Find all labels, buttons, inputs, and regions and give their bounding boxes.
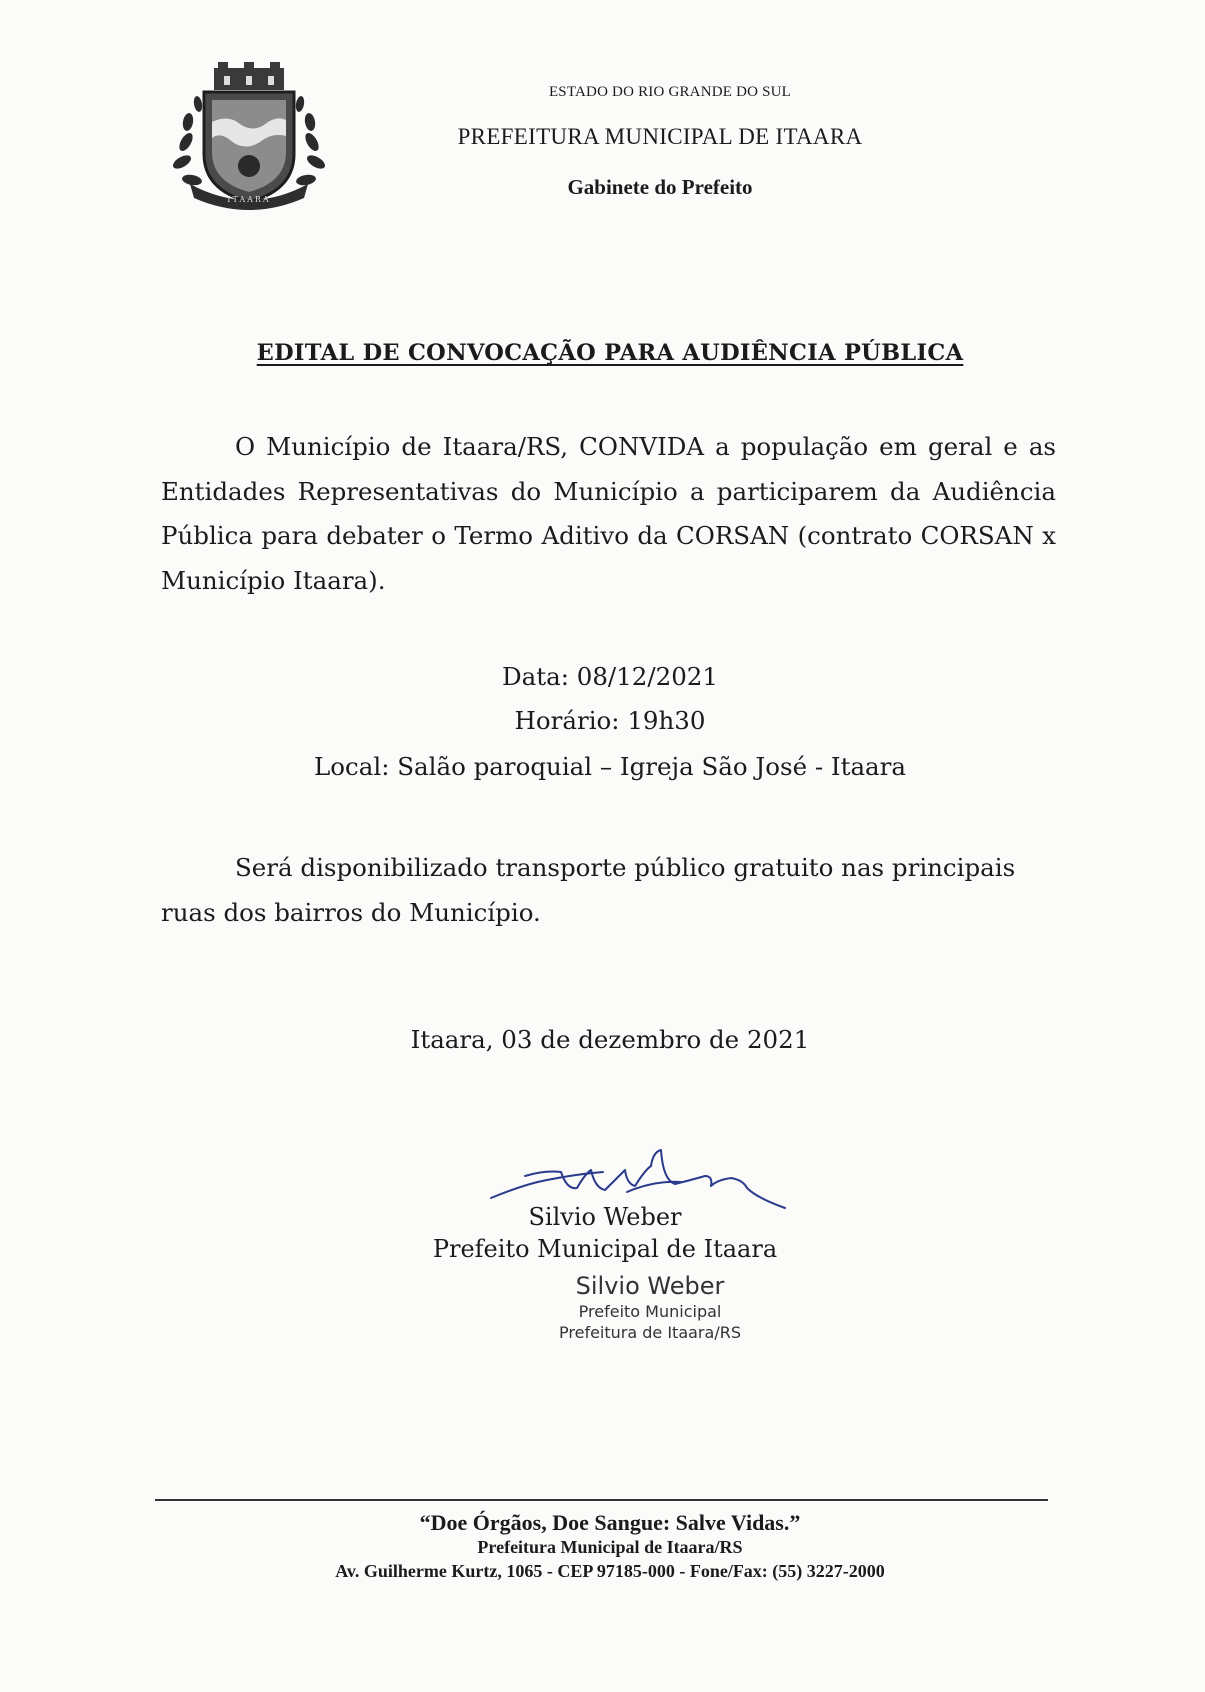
place-and-date: Itaara, 03 de dezembro de 2021 xyxy=(410,1025,810,1054)
signer-role: Prefeito Municipal de Itaara xyxy=(432,1235,778,1263)
event-time: Horário: 19h30 xyxy=(514,706,706,735)
state-name: ESTADO DO RIO GRANDE DO SUL xyxy=(548,84,792,100)
signer-name: Silvio Weber xyxy=(528,1203,682,1231)
footer-divider xyxy=(155,1499,1048,1501)
stamp-name: Silvio Weber xyxy=(575,1272,725,1300)
document-title: EDITAL DE CONVOCAÇÃO PARA AUDIÊNCIA PÚBLICA xyxy=(256,340,964,366)
footer-org: Prefeitura Municipal de Itaara/RS xyxy=(477,1537,743,1557)
stamp-role: Prefeito Municipal xyxy=(578,1302,722,1321)
prefeitura-name: PREFEITURA MUNICIPAL DE ITAARA xyxy=(457,124,863,149)
coat-of-arms-icon xyxy=(168,62,330,214)
footer-slogan: “Doe Órgãos, Doe Sangue: Salve Vidas.” xyxy=(419,1510,801,1535)
transport-paragraph: Será disponibilizado transporte público gratuito nas principais ruas dos bairros do Município. xyxy=(161,853,1016,927)
handwritten-signature xyxy=(485,1140,840,1210)
event-date: Data: 08/12/2021 xyxy=(502,662,718,691)
mural-crown xyxy=(214,62,284,90)
laurel-right xyxy=(295,95,327,186)
laurel-left xyxy=(171,95,203,186)
footer-address: Av. Guilherme Kurtz, 1065 - CEP 97185-000 - Fone/Fax: (55) 3227-2000 xyxy=(335,1561,885,1581)
emblem-icon xyxy=(238,155,260,177)
event-place: Local: Salão paroquial – Igreja São José - Itaara xyxy=(314,752,906,781)
intro-paragraph: O Município de Itaara/RS, CONVIDA a população em geral e as Entidades Representativas do Município a participarem da Audiência Pública para debater o Termo Aditivo da CORSAN (contrato CORSAN x Município Itaara). xyxy=(161,432,1056,595)
crest-ribbon-text: ITAARA xyxy=(227,195,271,204)
signature-stroke xyxy=(491,1150,785,1208)
gabinete-name: Gabinete do Prefeito xyxy=(567,175,753,199)
stamp-org: Prefeitura de Itaara/RS xyxy=(559,1323,741,1342)
